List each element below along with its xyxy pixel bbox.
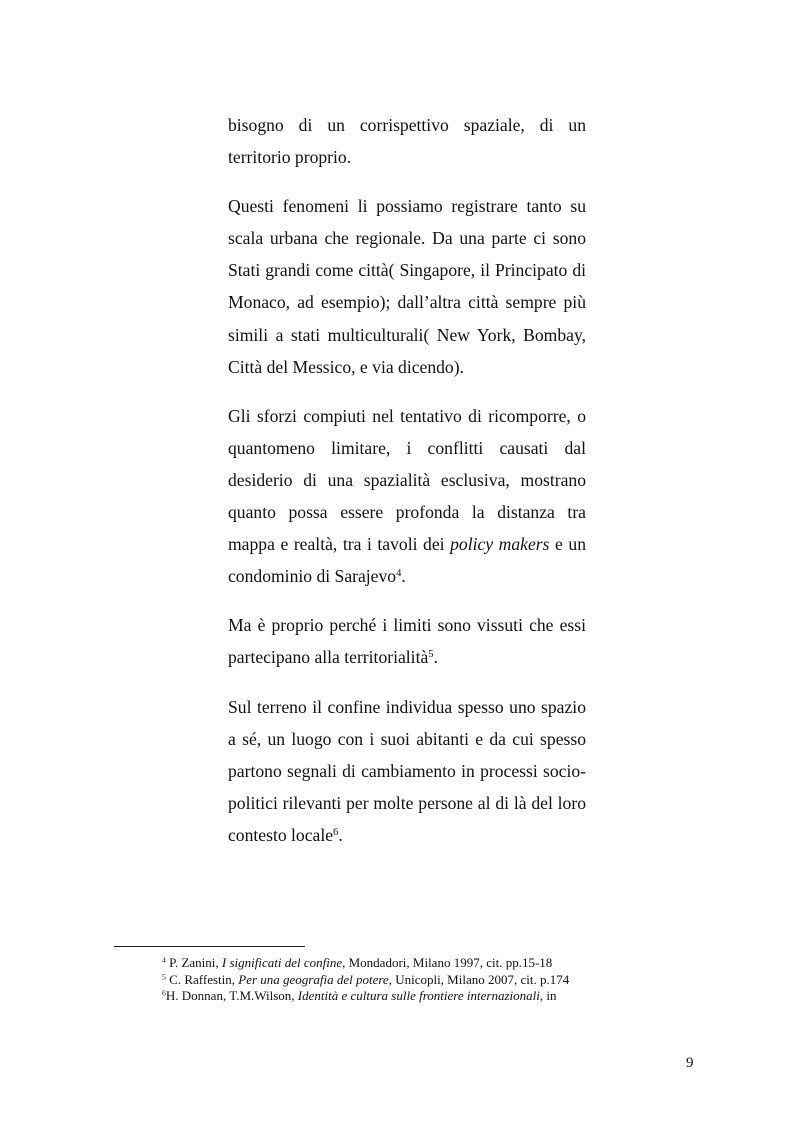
footnote-6-details: , in (539, 988, 557, 1004)
paragraph-1 (228, 109, 586, 173)
paragraph-3-end: . (401, 566, 406, 587)
paragraph-3-text: Gli sforzi compiuti nel tentativo di ricomporre, o quantomeno limitare, i conflitti causati dal desiderio di una spazialità esclusiva, mostrano quanto possa essere profonda la distanza tra mappa e realtà, tra i tavoli dei (228, 405, 586, 555)
page-number: 9 (686, 1055, 694, 1071)
footnote-ref-6[interactable]: 6 (333, 827, 339, 839)
footnote-5-author: C. Raffestin, (165, 971, 239, 987)
footnote-4-details: , Mondadori, Milano 1997, cit. pp.15-18 (342, 955, 553, 970)
footnote-4 (162, 955, 652, 972)
footnote-6-title: Identità e cultura sulle frontiere internazionali (297, 988, 540, 1004)
paragraph-4-text: Ma è proprio perché i limiti sono vissuti che essi partecipano alla territorialità (228, 615, 586, 668)
footnote-5 (162, 972, 652, 989)
footnote-5-details: , Unicopli, Milano 2007, cit. p.174 (388, 971, 570, 987)
footnote-4-title: I significati del confine (221, 955, 343, 970)
body-text (228, 109, 586, 851)
footnotes (162, 955, 652, 1005)
paragraph-3 (228, 400, 586, 593)
paragraph-2 (228, 190, 586, 383)
paragraph-5 (228, 691, 586, 851)
footnote-5-number: 5 (162, 972, 166, 982)
footnote-ref-4[interactable]: 4 (396, 568, 402, 580)
paragraph-2-text: Questi fenomeni li possiamo registrare tanto su scala urbana che regionale. Da una parte ci sono Stati grandi come città( Singapore, il Principato di Monaco, ad esempio); dall’altra città sempre più simili a stati multiculturali( New York, Bombay, Città del Messico, e via dicendo). (228, 196, 586, 377)
footnote-4-author: P. Zanini, (165, 955, 222, 970)
paragraph-3-text-cont: e un condominio di Sarajevo (228, 534, 587, 587)
footnote-5-title: Per una geografia del potere (238, 971, 389, 987)
paragraph-1-text: bisogno di un corrispettivo spaziale, di un territorio proprio. (228, 115, 586, 168)
footnote-4-number: 4 (162, 955, 166, 965)
footnote-6-number: 6 (162, 988, 166, 998)
paragraph-5-text: Sul terreno il confine individua spesso uno spazio a sé, un luogo con i suoi abitanti e da cui spesso partono segnali di cambiamento in processi socio-politici rilevanti per molte persone al di là del loro contesto locale (228, 696, 586, 845)
paragraph-5-end: . (338, 824, 343, 845)
footnote-6-author: H. Donnan, T.M.Wilson, (165, 988, 298, 1004)
footnote-ref-5[interactable]: 5 (428, 649, 434, 661)
paragraph-4-end: . (433, 647, 438, 668)
footnote-6 (162, 988, 652, 1005)
paragraph-4 (228, 609, 586, 673)
footnote-separator (114, 946, 305, 947)
paragraph-3-emphasis: policy makers (450, 534, 550, 555)
